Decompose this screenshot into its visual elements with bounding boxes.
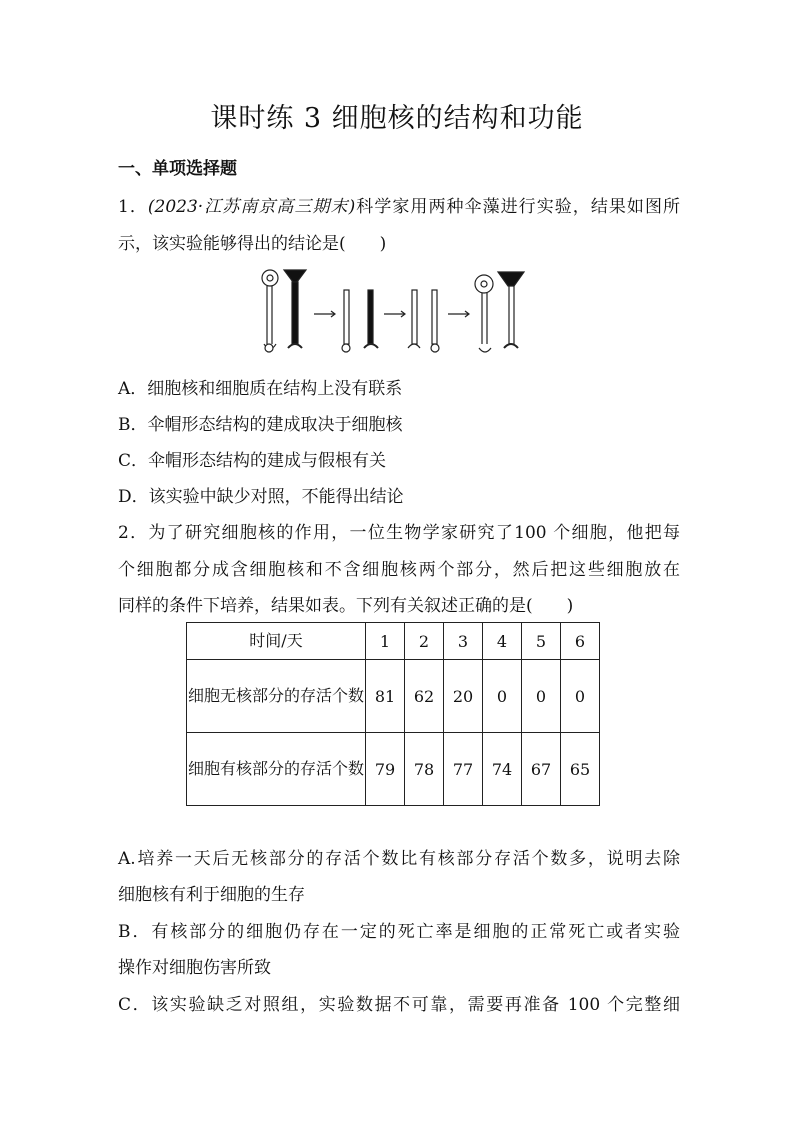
q1-number: 1．: [118, 197, 148, 217]
q1-stem-text1: 科学家用两种伞藻进行实验，结果如图所: [355, 197, 680, 217]
acetabularia-figure: [252, 266, 532, 356]
q1-option-a[interactable]: A．细胞核和细胞质在结构上没有联系: [118, 379, 403, 399]
q2-option-a-line2[interactable]: 细胞核有利于细胞的生存: [118, 885, 305, 905]
q2-stem-line1: 2．为了研究细胞核的作用，一位生物学家研究了100 个细胞，他把每: [118, 523, 680, 543]
q1-stem-line2: 示，该实验能够得出的结论是( ): [118, 234, 387, 254]
table-row: [187, 733, 600, 806]
table-header-cell: 3: [444, 623, 483, 660]
table-header-cell: 4: [483, 623, 522, 660]
q2-stem-line3: 同样的条件下培养，结果如表。下列有关叙述正确的是( ): [118, 596, 574, 616]
table-cell: 0: [561, 660, 600, 733]
q2-option-c-line1[interactable]: C．该实验缺乏对照组，实验数据不可靠，需要再准备 100 个完整细: [118, 995, 680, 1015]
table-cell: 78: [405, 733, 444, 806]
q2-option-a-line1[interactable]: A.培养一天后无核部分的存活个数比有核部分存活个数多，说明去除: [118, 849, 680, 869]
table-cell: 81: [366, 660, 405, 733]
table-header-cell: 时间/天: [187, 623, 366, 660]
q1-source: (2023·江苏南京高三期末): [147, 197, 356, 217]
table-header-row: [187, 623, 600, 660]
table-cell: 65: [561, 733, 600, 806]
q2-option-b-line1[interactable]: B．有核部分的细胞仍存在一定的死亡率是细胞的正常死亡或者实验: [118, 922, 680, 942]
table-cell: 74: [483, 733, 522, 806]
q1-option-b[interactable]: B．伞帽形态结构的建成取决于细胞核: [118, 415, 403, 435]
table-row-label: 细胞无核部分的存活个数: [187, 660, 366, 733]
table-header-cell: 5: [522, 623, 561, 660]
q2-stem-line2: 个细胞都分成含细胞核和不含细胞核两个部分，然后把这些细胞放在: [118, 560, 680, 580]
table-cell: 0: [483, 660, 522, 733]
table-cell: 79: [366, 733, 405, 806]
q1-stem-line1: [118, 192, 680, 217]
table-row-label: 细胞有核部分的存活个数: [187, 733, 366, 806]
q2-option-b-line2[interactable]: 操作对细胞伤害所致: [118, 958, 271, 978]
section-heading: 一、单项选择题: [118, 159, 237, 179]
table-header-cell: 6: [561, 623, 600, 660]
table-cell: 67: [522, 733, 561, 806]
table-cell: 62: [405, 660, 444, 733]
table-cell: 77: [444, 733, 483, 806]
alga-cup-cap-1: [284, 270, 306, 348]
table-cell: 20: [444, 660, 483, 733]
q1-option-c[interactable]: C．伞帽形态结构的建成与假根有关: [118, 451, 387, 471]
page-title: 课时练 3 细胞核的结构和功能: [210, 103, 584, 134]
table-header-cell: 2: [405, 623, 444, 660]
alga-flower-cap-1: [262, 270, 278, 352]
table-header-cell: 1: [366, 623, 405, 660]
q1-option-d[interactable]: D．该实验中缺少对照，不能得出结论: [118, 487, 404, 507]
table-row: [187, 660, 600, 733]
table-cell: 0: [522, 660, 561, 733]
survival-table: [186, 622, 600, 806]
